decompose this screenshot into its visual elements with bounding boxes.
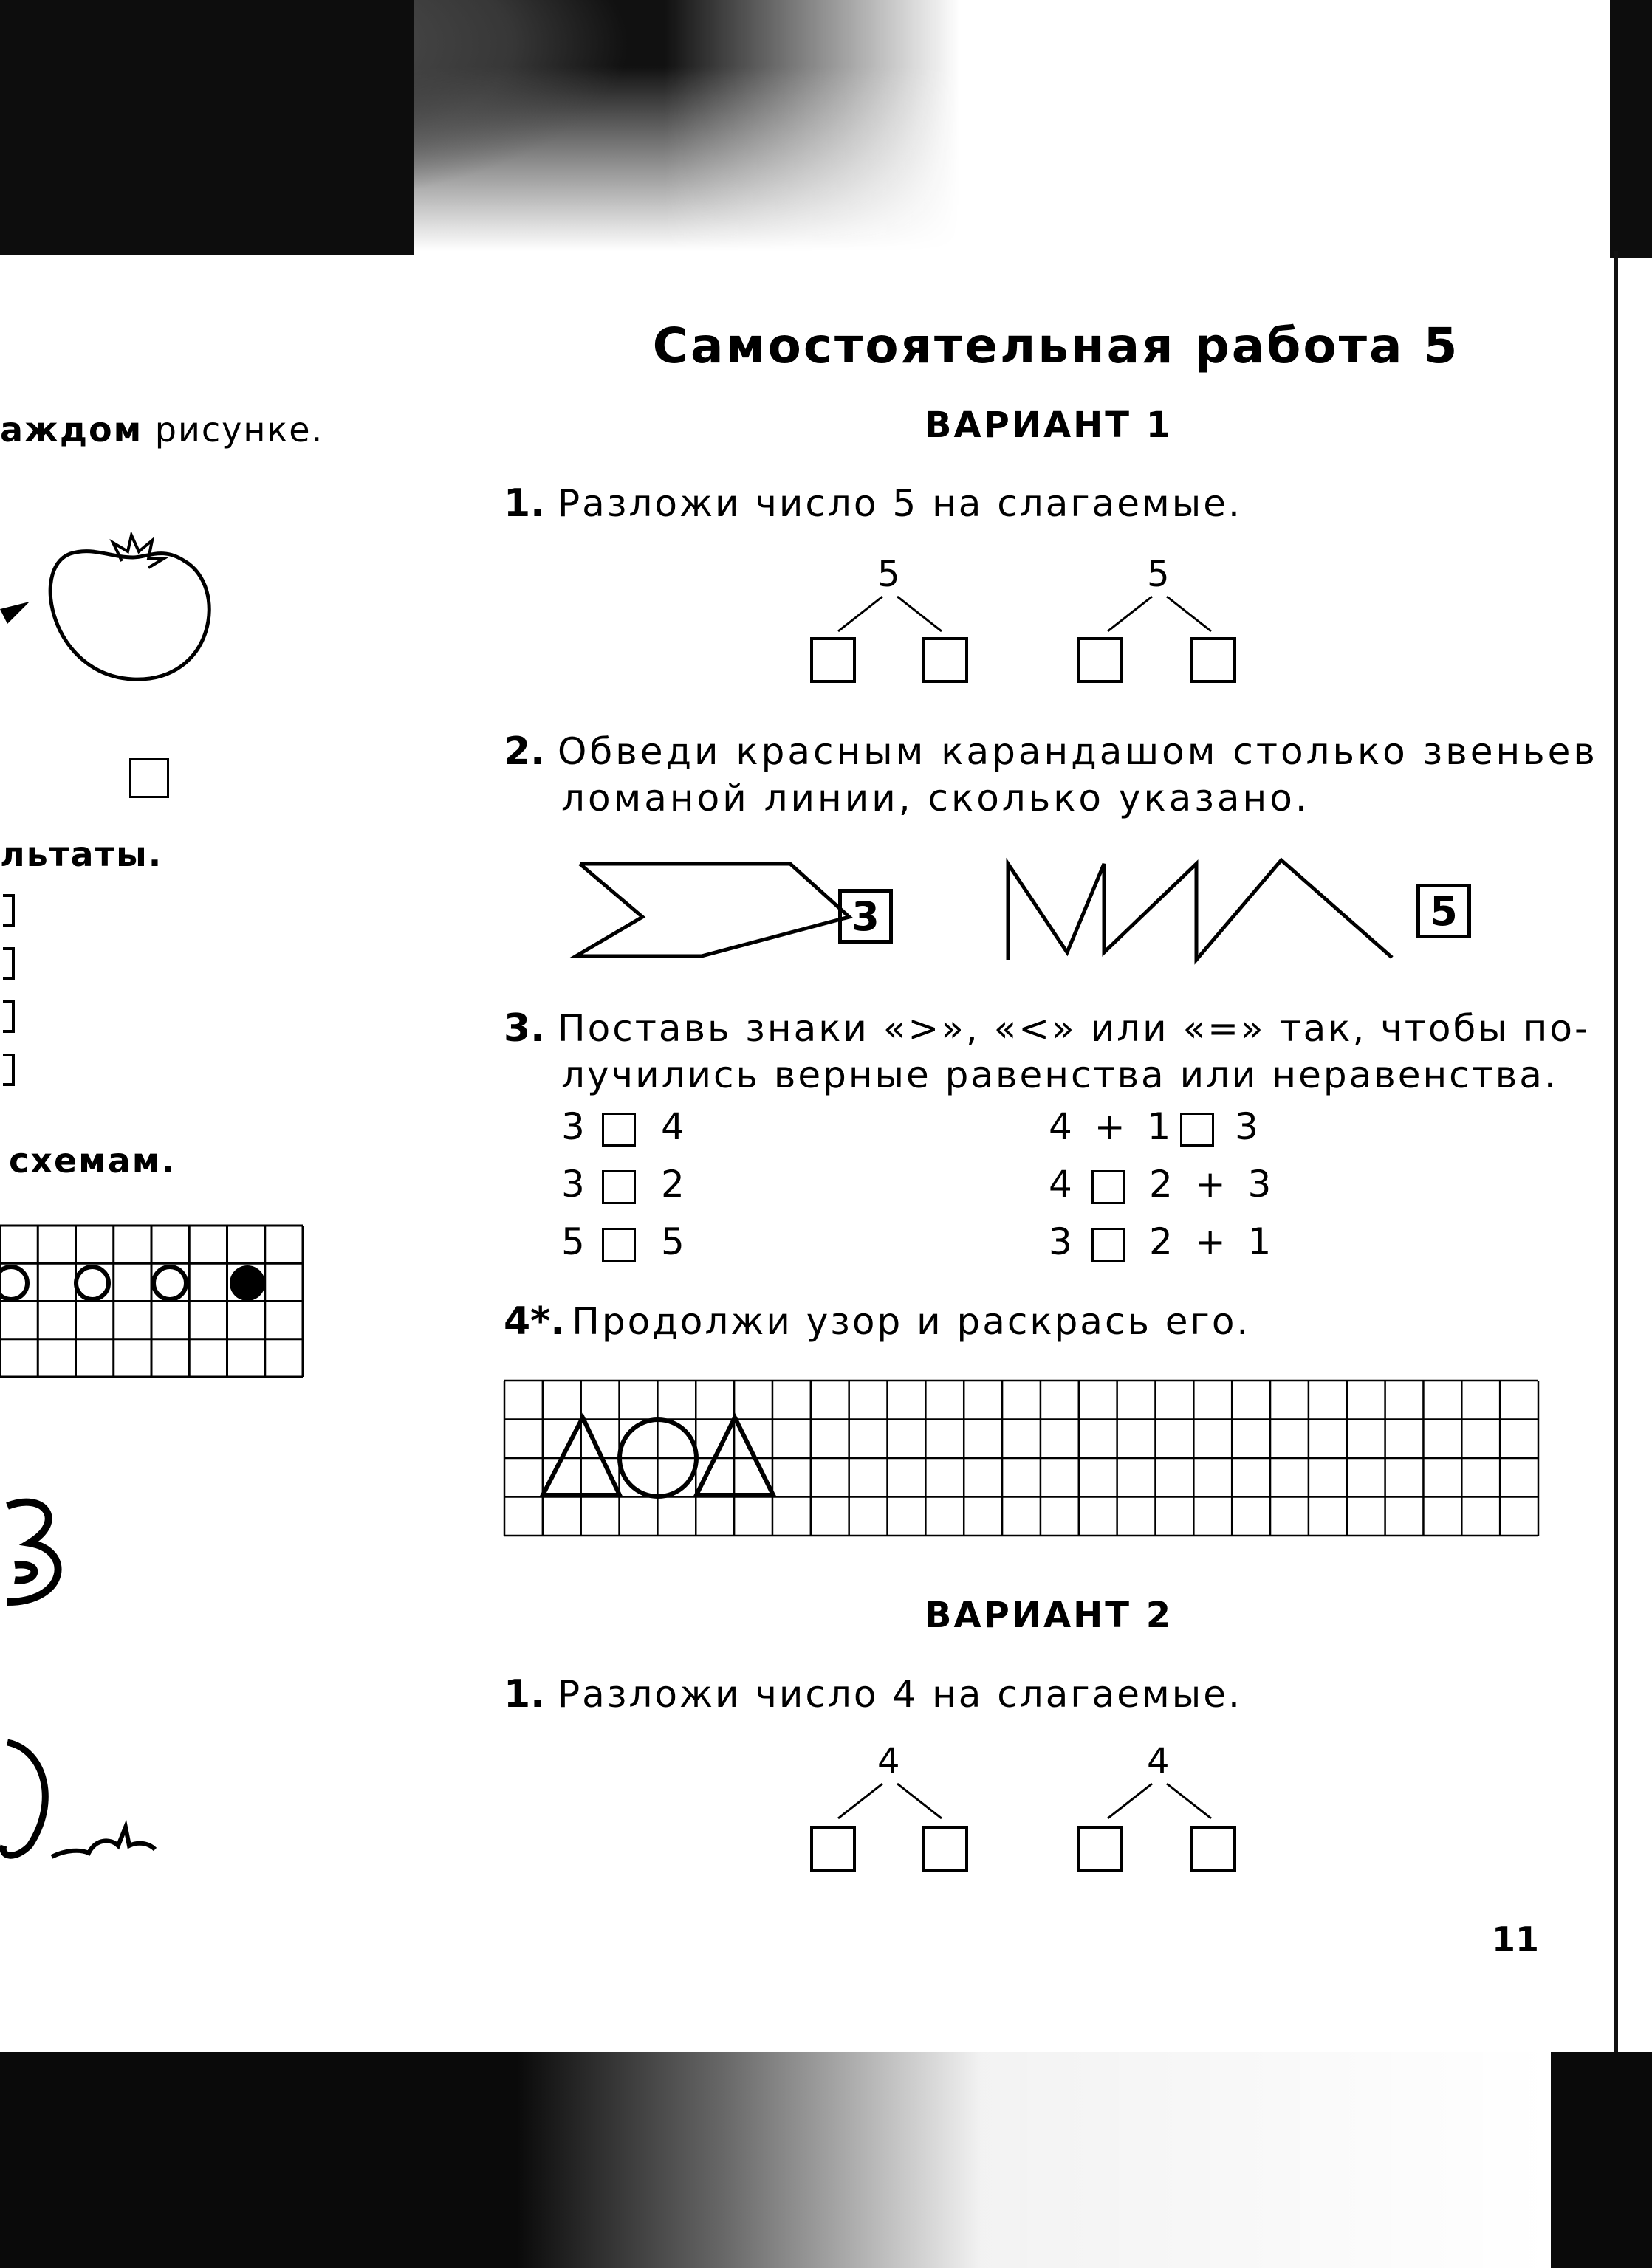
v1-task3-right-1-b: 3 bbox=[1235, 1105, 1261, 1148]
v1-task3-left-2-b: 2 bbox=[661, 1163, 687, 1206]
scan-shadow-bottom-fade bbox=[517, 2052, 1551, 2268]
left-page-box bbox=[129, 758, 169, 798]
v1-task1-number: 1. bbox=[504, 481, 545, 526]
left-page-scribble-2 bbox=[0, 1698, 177, 1868]
v1-task4-pattern-grid[interactable] bbox=[504, 1381, 1540, 1537]
v1-task2-count-a: 3 bbox=[838, 889, 893, 944]
v1-task1-answer-box-3[interactable] bbox=[1077, 637, 1123, 683]
scan-shadow-bottom-right bbox=[1595, 2052, 1652, 2268]
v1-task3-left-1-box[interactable] bbox=[602, 1113, 636, 1147]
left-page-bracket-marks bbox=[0, 890, 30, 1111]
v1-task1-answer-box-2[interactable] bbox=[922, 637, 968, 683]
variant2-heading: ВАРИАНТ 2 bbox=[924, 1595, 1173, 1636]
v1-task3-right-3-box[interactable] bbox=[1091, 1228, 1125, 1262]
v2-task1-answer-box-3[interactable] bbox=[1077, 1826, 1123, 1872]
v1-task3-left-1-a: 3 bbox=[561, 1105, 587, 1148]
left-page-fragment-2: льтаты. bbox=[0, 834, 163, 874]
v1-task3-left-3-a: 5 bbox=[561, 1220, 587, 1263]
v1-task3-right-1-box[interactable] bbox=[1180, 1113, 1214, 1147]
v1-task3-left-1-b: 4 bbox=[661, 1105, 687, 1148]
v1-task2-text-line1: Обведи красным карандашом столько звеньев bbox=[558, 730, 1598, 773]
v1-task3-left-3-box[interactable] bbox=[602, 1228, 636, 1262]
page-title: Самостоятельная работа 5 bbox=[652, 317, 1460, 374]
v1-task2-number: 2. bbox=[504, 729, 545, 774]
v2-task1-answer-box-2[interactable] bbox=[922, 1826, 968, 1872]
v2-task1-text: Разложи число 4 на слагаемые. bbox=[558, 1673, 1242, 1716]
left-page-scribble-1 bbox=[0, 1491, 81, 1617]
v1-task3-text-line2: лучились верные равенства или неравенства. bbox=[561, 1054, 1558, 1096]
left-page-fragment-3: схемам. bbox=[9, 1141, 176, 1181]
tomato-drawing bbox=[0, 528, 236, 705]
v1-task3-right-1-a: 4 + 1 bbox=[1049, 1105, 1173, 1148]
v1-task3-left-2-a: 3 bbox=[561, 1163, 587, 1206]
v1-task3-left-2-box[interactable] bbox=[602, 1170, 636, 1204]
v1-task3-right-2-b: 2 + 3 bbox=[1149, 1163, 1274, 1206]
left-frag-rest: рисунке. bbox=[154, 410, 324, 450]
v1-task1 bbox=[504, 481, 1242, 526]
v1-task1-value-a: 5 bbox=[877, 554, 902, 595]
scan-shadow-top-right bbox=[1610, 0, 1652, 258]
v1-task3-right-3-b: 2 + 1 bbox=[1149, 1220, 1274, 1263]
v2-task1 bbox=[504, 1672, 1242, 1717]
v2-task1-answer-box-1[interactable] bbox=[810, 1826, 856, 1872]
v1-task3-right-2-a: 4 bbox=[1049, 1163, 1075, 1206]
v1-task3 bbox=[504, 1006, 1590, 1051]
v1-task1-value-b: 5 bbox=[1147, 554, 1172, 595]
v1-task3-right-2-box[interactable] bbox=[1091, 1170, 1125, 1204]
v2-task1-branches bbox=[812, 1778, 1255, 1822]
v1-task1-text: Разложи число 5 на слагаемые. bbox=[558, 482, 1242, 525]
v1-task2-polyline-1 bbox=[569, 856, 864, 967]
left-page-fragment-1 bbox=[0, 410, 323, 450]
v1-task3-number: 3. bbox=[504, 1006, 545, 1051]
v1-task3-left-3-b: 5 bbox=[661, 1220, 687, 1263]
v2-task1-value-a: 4 bbox=[877, 1741, 902, 1782]
v1-task2 bbox=[504, 729, 1598, 774]
scan-shadow-top-left bbox=[0, 0, 414, 255]
left-frag-bold: аждом bbox=[0, 410, 143, 450]
v1-task4-number: 4*. bbox=[504, 1299, 566, 1344]
v1-task1-answer-box-1[interactable] bbox=[810, 637, 856, 683]
v1-task3-right-3-a: 3 bbox=[1049, 1220, 1075, 1263]
v1-task4-text: Продолжи узор и раскрась его. bbox=[572, 1300, 1251, 1343]
v1-task1-answer-box-4[interactable] bbox=[1190, 637, 1236, 683]
v1-task2-count-b: 5 bbox=[1416, 884, 1471, 938]
v1-task2-polyline-2 bbox=[1001, 853, 1414, 971]
v1-task2-text-line2: ломаной линии, сколько указано. bbox=[561, 777, 1310, 819]
left-page-grid bbox=[0, 1226, 310, 1381]
variant1-heading: ВАРИАНТ 1 bbox=[924, 405, 1173, 446]
v2-task1-answer-box-4[interactable] bbox=[1190, 1826, 1236, 1872]
v1-task1-branches bbox=[812, 591, 1255, 635]
v1-task3-text-line1: Поставь знаки «>», «<» или «=» так, чтобы по- bbox=[558, 1007, 1590, 1050]
v2-task1-value-b: 4 bbox=[1147, 1741, 1172, 1782]
v2-task1-number: 1. bbox=[504, 1672, 545, 1717]
page-number: 11 bbox=[1492, 1920, 1540, 1959]
v1-task4 bbox=[504, 1299, 1250, 1344]
page-edge bbox=[1614, 251, 1618, 2052]
